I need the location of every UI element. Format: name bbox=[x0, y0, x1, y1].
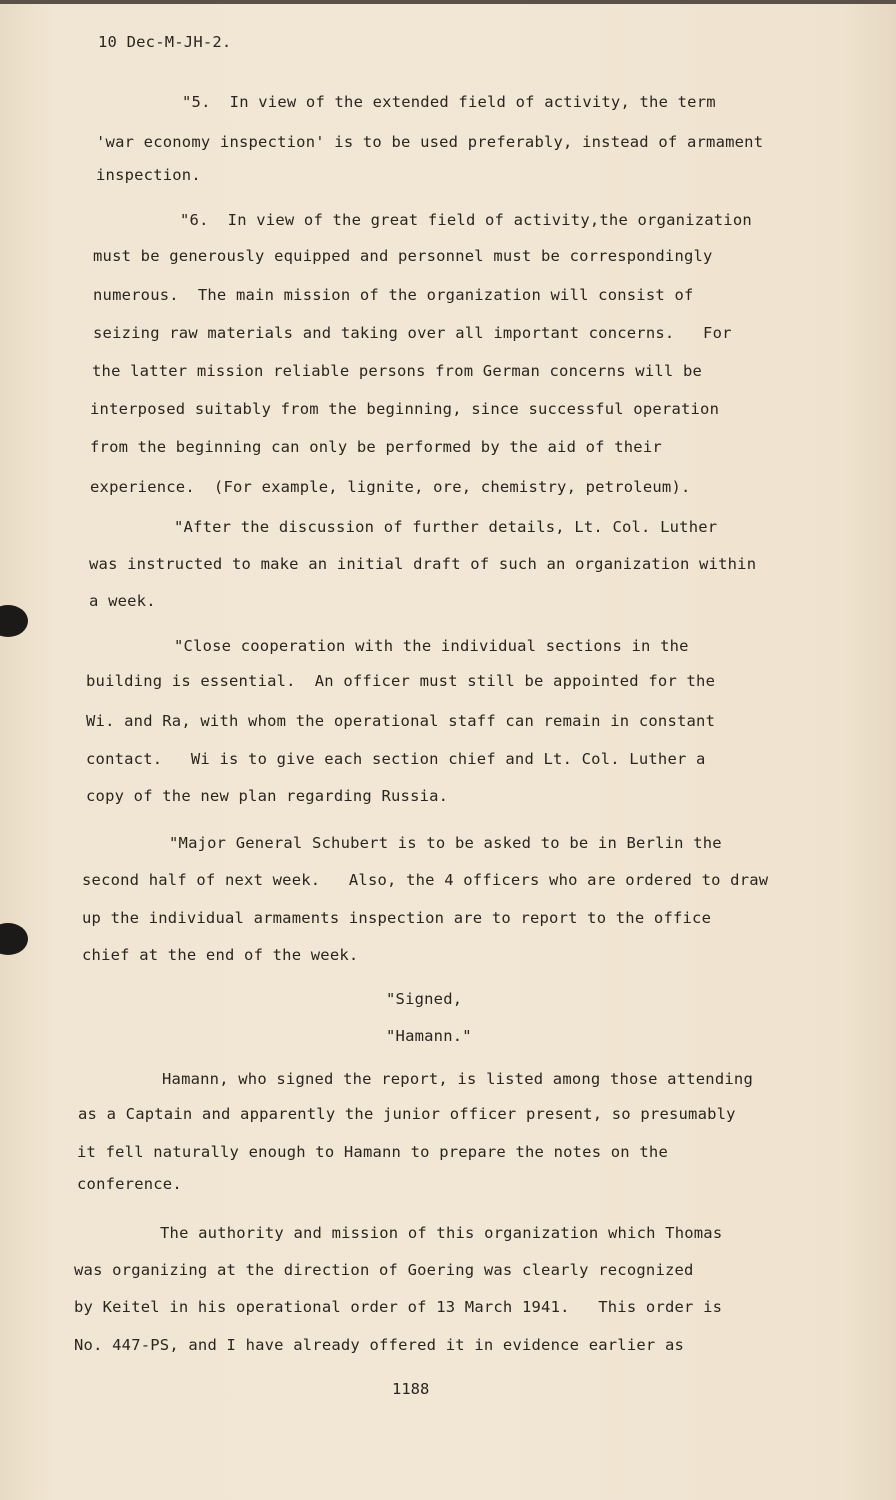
text-line: the latter mission reliable persons from German concerns will be bbox=[92, 362, 703, 380]
punch-hole bbox=[0, 605, 28, 637]
text-line: was organizing at the direction of Goering was clearly recognized bbox=[74, 1261, 694, 1279]
text-line: a week. bbox=[89, 592, 156, 610]
text-line: chief at the end of the week. bbox=[82, 946, 359, 964]
text-line: inspection. bbox=[96, 166, 201, 184]
text-line: "5. In view of the extended field of activity, the term bbox=[182, 93, 716, 111]
text-line: experience. (For example, lignite, ore, chemistry, petroleum). bbox=[90, 478, 691, 496]
text-line: was instructed to make an initial draft of such an organization within bbox=[89, 555, 757, 573]
text-line: copy of the new plan regarding Russia. bbox=[86, 787, 449, 805]
text-line: Wi. and Ra, with whom the operational staff can remain in constant bbox=[86, 712, 716, 730]
signature-line: "Signed, bbox=[386, 990, 463, 1008]
text-line: interposed suitably from the beginning, since successful operation bbox=[90, 400, 720, 418]
text-line: it fell naturally enough to Hamann to prepare the notes on the bbox=[77, 1143, 668, 1161]
text-line: seizing raw materials and taking over all important concerns. For bbox=[93, 324, 732, 342]
text-line: "6. In view of the great field of activity,the organization bbox=[180, 211, 752, 229]
text-line: contact. Wi is to give each section chief and Lt. Col. Luther a bbox=[86, 750, 706, 768]
page-number: 1188 bbox=[392, 1380, 430, 1398]
text-line: second half of next week. Also, the 4 officers who are ordered to draw bbox=[82, 871, 769, 889]
text-line: The authority and mission of this organization which Thomas bbox=[160, 1224, 723, 1242]
text-line: "After the discussion of further details, Lt. Col. Luther bbox=[174, 518, 718, 536]
text-line: conference. bbox=[77, 1175, 182, 1193]
scan-edge bbox=[0, 0, 896, 4]
text-line: "Major General Schubert is to be asked to be in Berlin the bbox=[169, 834, 722, 852]
text-line: 'war economy inspection' is to be used preferably, instead of armament bbox=[96, 133, 764, 151]
punch-hole bbox=[0, 923, 28, 955]
text-line: No. 447-PS, and I have already offered it in evidence earlier as bbox=[74, 1336, 685, 1354]
text-line: from the beginning can only be performed by the aid of their bbox=[90, 438, 662, 456]
text-line: Hamann, who signed the report, is listed among those attending bbox=[162, 1070, 753, 1088]
text-line: must be generously equipped and personnel must be correspondingly bbox=[93, 247, 713, 265]
text-line: by Keitel in his operational order of 13 March 1941. This order is bbox=[74, 1298, 723, 1316]
text-line: building is essential. An officer must still be appointed for the bbox=[86, 672, 716, 690]
text-line: "Close cooperation with the individual sections in the bbox=[174, 637, 689, 655]
text-line: numerous. The main mission of the organization will consist of bbox=[93, 286, 694, 304]
signature-name: "Hamann." bbox=[386, 1027, 472, 1045]
text-line: up the individual armaments inspection are to report to the office bbox=[82, 909, 712, 927]
text-line: as a Captain and apparently the junior officer present, so presumably bbox=[78, 1105, 736, 1123]
document-header: 10 Dec-M-JH-2. bbox=[98, 33, 232, 51]
